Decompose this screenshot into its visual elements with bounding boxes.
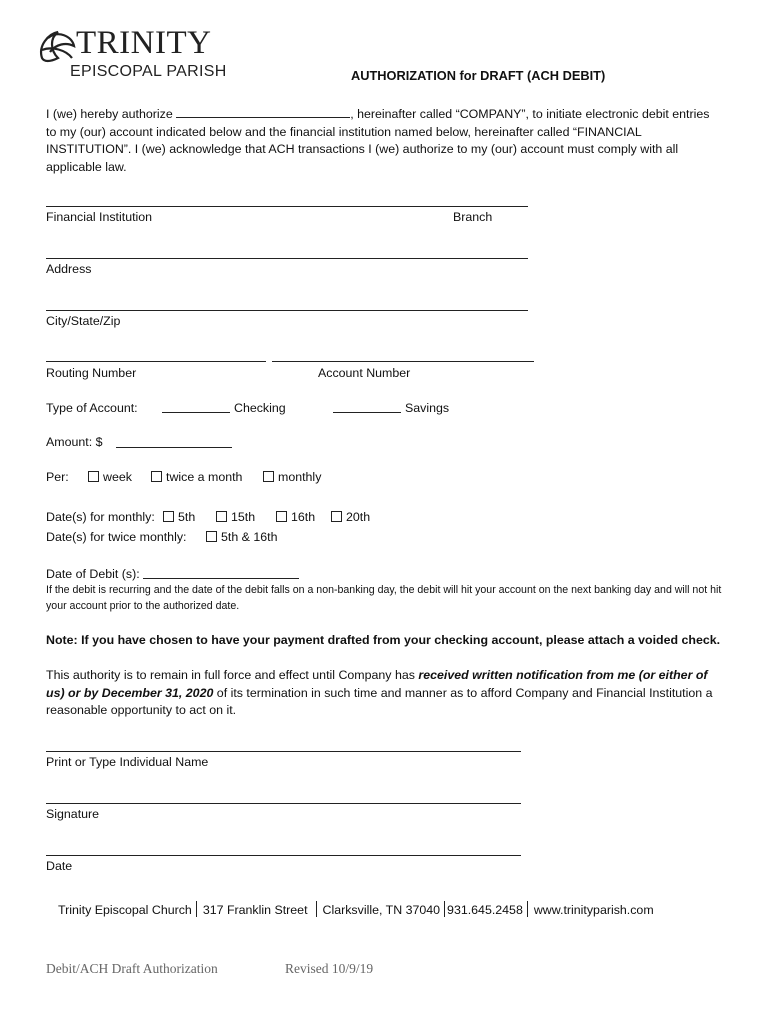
date-line[interactable] (46, 855, 521, 856)
divider (316, 901, 317, 917)
footer-document-name: Debit/ACH Draft Authorization (46, 961, 218, 976)
signature-label: Signature (46, 807, 100, 821)
church-name: Trinity Episcopal Church (58, 903, 192, 917)
authority-emphasis: received written notification from me (or either of us) or by December 31, 2020 (46, 668, 708, 700)
checkbox[interactable] (163, 511, 174, 522)
branch-label: Branch (453, 210, 493, 224)
per-option-monthly[interactable]: monthly (263, 469, 321, 487)
church-street: 317 Franklin Street (202, 903, 308, 917)
financial-institution-line[interactable] (46, 206, 528, 207)
individual-name-line[interactable] (46, 751, 521, 752)
checking-label: Checking (234, 401, 286, 415)
authority-paragraph (46, 667, 722, 720)
checkbox[interactable] (206, 531, 217, 542)
trinity-knot-icon (36, 28, 78, 64)
amount-label: Amount: $ (46, 435, 103, 449)
checkbox[interactable] (88, 471, 99, 482)
logo-subtitle: EPISCOPAL PARISH (70, 63, 227, 80)
per-option-week[interactable]: week (88, 469, 132, 487)
individual-name-label: Print or Type Individual Name (46, 755, 209, 769)
divider (527, 901, 528, 917)
divider (196, 901, 197, 917)
intro-paragraph (46, 106, 722, 176)
monthly-option-20th[interactable]: 20th (331, 509, 370, 527)
monthly-option-16th[interactable]: 16th (276, 509, 315, 527)
date-of-debit-blank[interactable] (143, 567, 299, 579)
contact-line (58, 901, 654, 920)
address-label: Address (46, 262, 92, 276)
checkbox[interactable] (263, 471, 274, 482)
dates-twice-monthly-label: Date(s) for twice monthly: (46, 530, 187, 544)
type-of-account-label: Type of Account: (46, 401, 138, 415)
logo (36, 24, 236, 86)
church-city: Clarksville, TN 37040 (322, 903, 441, 917)
checking-blank[interactable] (162, 401, 230, 413)
monthly-option-5th[interactable]: 5th (163, 509, 195, 527)
address-line[interactable] (46, 258, 528, 259)
church-website: www.trinityparish.com (533, 903, 654, 917)
per-option-twice-a-month[interactable]: twice a month (151, 469, 242, 487)
per-label: Per: (46, 470, 69, 484)
authority-part2: of its termination in such time and manner as to afford Company and Financial Institution a reasonable opportunity to act on it. (46, 685, 713, 717)
routing-number-label: Routing Number (46, 366, 137, 380)
authority-part1: This authority is to remain in full force and effect until Company has (46, 668, 419, 682)
voided-check-note: Note: If you have chosen to have your payment drafted from your checking account, please attach a voided check. (46, 633, 721, 647)
monthly-option-15th[interactable]: 15th (216, 509, 255, 527)
twice-monthly-option-5th-16th[interactable]: 5th & 16th (206, 529, 278, 547)
routing-number-line[interactable] (46, 361, 266, 362)
checkbox[interactable] (216, 511, 227, 522)
checkbox[interactable] (331, 511, 342, 522)
account-number-line[interactable] (272, 361, 534, 362)
city-state-zip-label: City/State/Zip (46, 314, 121, 328)
footer-revised: Revised 10/9/19 (285, 961, 374, 976)
checkbox[interactable] (151, 471, 162, 482)
savings-blank[interactable] (333, 401, 401, 413)
checkbox[interactable] (276, 511, 287, 522)
intro-text: , hereinafter called “COMPANY”, to initiate electronic debit entries to my (our) account indicated below and the financial institution named below, hereinafter called “FINANCIAL INSTITUTION”. I (we) acknowledge that ACH transactions I (we) authorize to my (our) account must comply with all applicable law. (46, 107, 710, 174)
signature-line[interactable] (46, 803, 521, 804)
date-label: Date (46, 859, 73, 873)
financial-institution-label: Financial Institution (46, 210, 153, 224)
city-state-zip-line[interactable] (46, 310, 528, 311)
savings-label: Savings (405, 401, 450, 415)
divider (444, 901, 445, 917)
company-blank[interactable] (176, 106, 350, 118)
church-phone: 931.645.2458 (447, 903, 523, 917)
account-number-label: Account Number (318, 366, 411, 380)
date-of-debit-note: If the debit is recurring and the date of the debit falls on a non-banking day, the debit will hit your account on the next banking day and will not hit your account prior to the authorized date. (46, 584, 722, 612)
intro-prefix: I (we) hereby authorize (46, 107, 173, 121)
form-title: AUTHORIZATION for DRAFT (ACH DEBIT) (351, 68, 606, 83)
logo-name: TRINITY (76, 25, 212, 61)
amount-blank[interactable] (116, 436, 232, 448)
date-of-debit-label: Date of Debit (s): (46, 567, 140, 581)
dates-monthly-label: Date(s) for monthly: (46, 510, 155, 524)
